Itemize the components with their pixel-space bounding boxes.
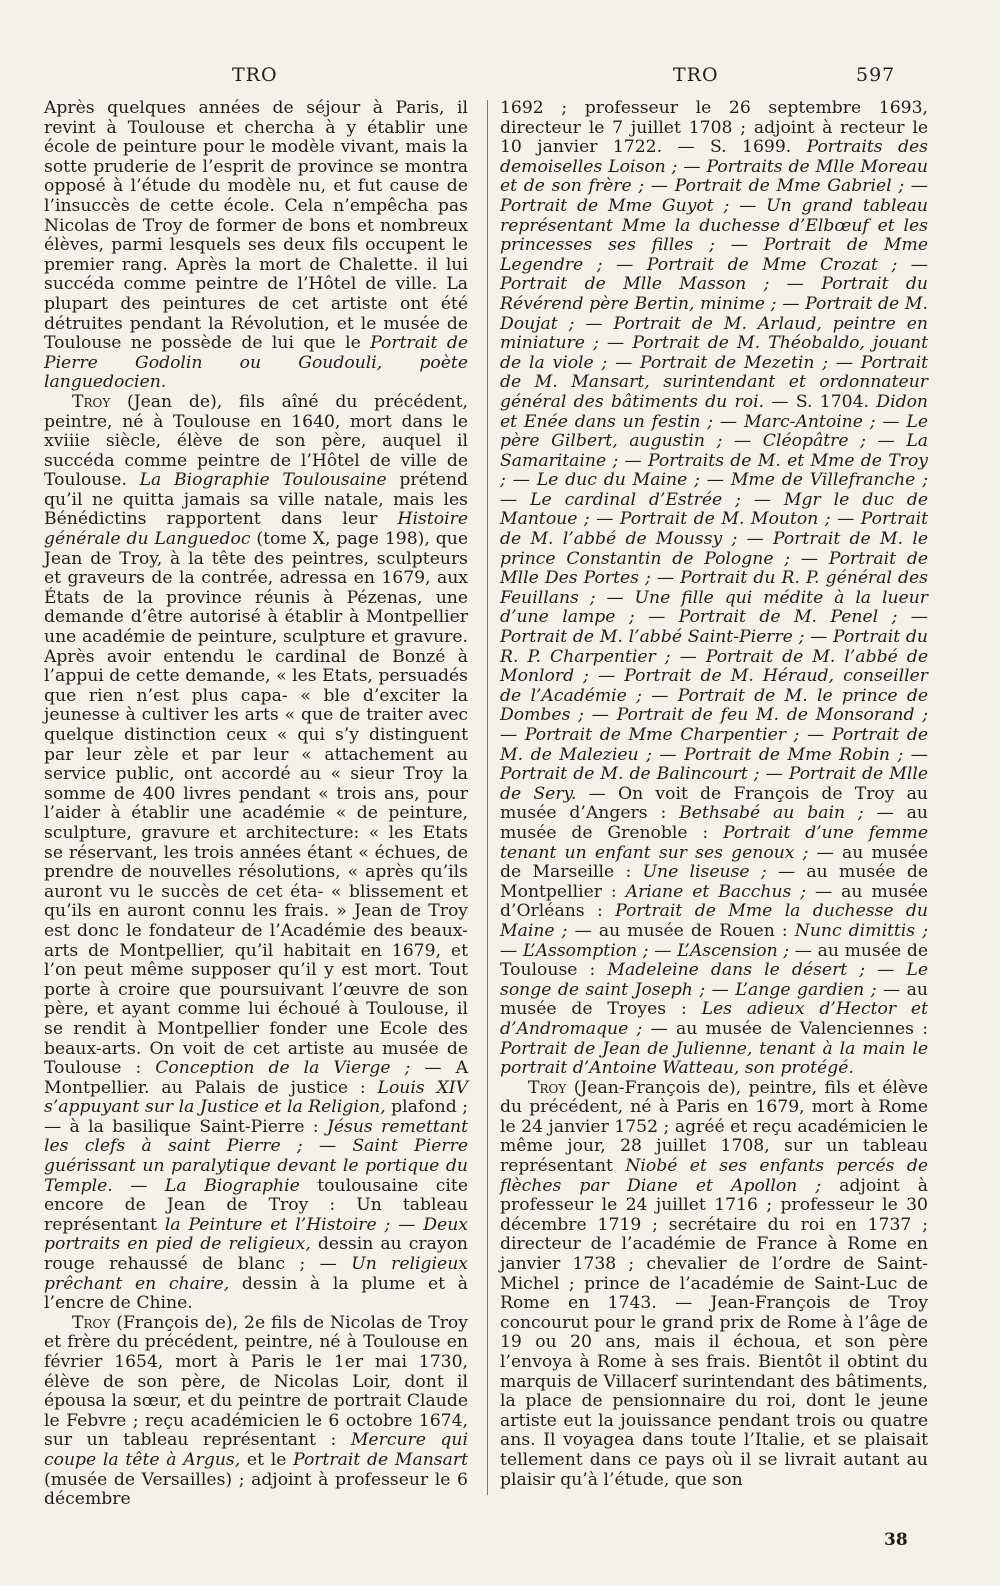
entry-name: Troy [528,1077,567,1098]
paragraph-nicolas-de-troy-continued: Après quelques années de séjour à Paris, il revint à Toulouse et chercha à y établir une école de peinture pour le modèle vivant, mais la sotte pruderie de l’esprit de province se montra opposé à l’étude du modèle nu, et fut cause de l’insuccès de cette école. Cela n’empêcha pas Nicolas de Troy de former de bons et nombreux élèves, parmi lesquels ses deux fils occupent le premier rang. Après la mort de Chalette. il lui succéda comme peintre de l’Hôtel de ville. La plupart des peintures de cet artiste ont été détruites pendant la Révolution, et le musée de Toulouse ne possède de lui que le Portrait de Pierre Godolin ou Goudouli, poète languedocien. [44,98,468,393]
entry-name: Troy [72,391,111,412]
paragraph-jean-francois-de-troy: Troy (Jean-François de), peintre, fils et élève du précédent, né à Paris en 1679, mort à Rome le 24 janvier 1752 ; agréé et reçu académicien le même jour, 28 juillet 1708, sur un tableau représentant Niobé et ses enfants percés de flèches par Diane et Apollon ; adjoint à professeur le 24 juillet 1716 ; professeur le 30 décembre 1719 ; secrétaire du roi en 1737 ; directeur de l’académie de France à Rome en janvier 1738 ; chevalier de l’ordre de Saint-Michel ; prince de l’académie de Saint-Luc de Rome en 1743. — Jean-François de Troy concourut pour le grand prix de Rome à l’âge de 19 ou 20 ans, mais il échoua, et son père l’envoya à Rome à ses frais. Bientôt il obtint du marquis de Villacerf surintendant des bâtiments, la place de pensionnaire du roi, dont le jeune artiste eut la jouissance pendant trois ou quatre ans. Il voyagea dans toute l’Italie, et se plaisait tellement dans ce pays où il se livrait autant au plaisir qu’à l’étude, que son [500,1077,929,1490]
left-column [44,99,468,1510]
running-head-left: TRO [232,64,278,86]
paragraph-francois-de-troy: Troy (François de), 2e fils de Nicolas de Troy et frère du précédent, peintre, né à Toulouse en février 1654, mort à Paris le 1er mai 1730, élève de son père, de Nicolas Loir, dont il épousa la sœur, et du peintre de portrait Claude le Febvre ; reçu académicien le 6 octobre 1674, sur un tableau représentant : Mercure qui coupe la tête à Argus, et le Portrait de Mansart (musée de Versailles) ; adjoint à professeur le 6 décembre [44,1312,469,1510]
paragraph-francois-de-troy-continued: 1692 ; professeur le 26 septembre 1693, directeur le 7 juillet 1708 ; adjoint à recteur le 10 janvier 1722. — S. 1699. Portraits des demoiselles Loison ; — Portraits de Mlle Moreau et de son frère ; — Portrait de Mme Gabriel ; — Portrait de Mme Guyot ; — Un grand tableau représentant Mme la duchesse d’Elbœuf et les princesses ses filles ; — Portrait de Mme Legendre ; — Portrait de Mme Crozat ; — Portrait de Mlle Masson ; — Portrait du Révérend père Bertin, minime ; — Portrait de M. Doujat ; — Portrait de M. Arlaud, peintre en miniature ; — Portrait de M. Théobaldo, jouant de la viole ; — Portrait de Mezetin ; — Portrait de M. Mansart, surintendant et ordonnateur général des bâtiments du roi. — S. 1704. Didon et Enée dans un festin ; — Marc-Antoine ; — Le père Gilbert, augustin ; — Cléopâtre ; — La Samaritaine ; — Portraits de M. et Mme de Troy ; — Le duc du Maine ; — Mme de Villefranche ; — Le cardinal d’Estrée ; — Mgr le duc de Mantoue ; — Portrait de M. Mouton ; — Portrait de M. l’abbé de Moussy ; — Portrait de M. le prince Constantin de Pologne ; — Portrait de Mlle Des Portes ; — Portrait du R. P. général des Feuillans ; — Une fille qui médite à la lueur d’une lampe ; — Portrait de M. Penel ; — Portrait de M. l’abbé Saint-Pierre ; — Portrait du R. P. Charpentier ; — Portrait de M. l’abbé de Monlord ; — Portrait de M. Héraud, conseiller de l’Académie ; — Portrait de M. le prince de Dombes ; — Portrait de feu M. de Monsorand ; — Portrait de Mme Charpentier ; — Portrait de M. de Malezieu ; — Portrait de Mme Robin ; — Portrait de M. de Balincourt ; — Portrait de Mlle de Sery. — On voit de François de Troy au musée d’Angers : Bethsabé au bain ; — au musée de Grenoble : Portrait d’une femme tenant un enfant sur ses genoux ; — au musée de Marseille : Une liseuse ; — au musée de Montpellier : Ariane et Bacchus ; — au musée d’Orléans : Portrait de Mme la duchesse du Maine ; — au musée de Rouen : Nunc dimittis ; — L’Assomption ; — L’Ascension ; — au musée de Toulouse : Madeleine dans le désert ; — Le songe de saint Joseph ; — L’ange gardien ; — au musée de Troyes : Les adieux d’Hector et d’Andromaque ; — au musée de Valenciennes : Portrait de Jean de Julienne, tenant à la main le portrait d’Antoine Watteau, son protégé. [500,98,929,1079]
signature-mark: 38 [884,1530,908,1550]
entry-name: Troy [72,1312,111,1333]
column-divider [487,100,488,1495]
page-number: 597 [856,64,896,86]
right-column [500,99,928,1490]
paragraph-jean-de-troy: Troy (Jean de), fils aîné du précédent, peintre, né à Toulouse en 1640, mort dans le xviiie siècle, élève de son père, auquel il succéda comme peintre de l’Hôtel de ville de Toulouse. La Biographie Toulousaine prétend qu’il ne quitta jamais sa ville natale, mais les Bénédictins rapportent dans leur Histoire générale du Languedoc (tome X, page 198), que Jean de Troy, à la tête des peintres, sculpteurs et graveurs de la contrée, adressa en 1679, aux États de la province réunis à Pézenas, une demande d’être autorisé à établir à Montpellier une académie de peinture, sculpture et gravure. Après avoir entendu le cardinal de Bonzé à l’appui de cette demande, « les Etats, persuadés que rien n’est plus capa- « ble d’exciter la jeunesse à cultiver les arts « que de traiter avec quelque distinction ceux « qui s’y distinguent par leur zèle et par leur « attachement au service public, ont accordé au « sieur Troy la somme de 400 livres pendant « trois ans, pour l’aider à établir une académie « de peinture, sculpture, gravure et architecture: « les Etats se réservant, les trois années étant « échues, de prendre de nouvelles résolutions, « après qu’ils auront vu le succès de cet éta- « blissement et qu’ils en auront connu les frais. » Jean de Troy est donc le fondateur de l’Académie des beaux-arts de Montpellier, qu’il habitait en 1679, et l’on peut même supposer qu’il y est mort. Tout porte à croire que poursuivant l’œuvre de son père, et ayant comme lui échoué à Toulouse, il se rendit à Montpellier fonder une Ecole des beaux-arts. On voit de cet artiste au musée de Toulouse : Conception de la Vierge ; — A Montpellier. au Palais de justice : Louis XIV s’appuyant sur la Justice et la Religion, plafond ; — à la basilique Saint-Pierre : Jésus remettant les clefs à saint Pierre ; — Saint Pierre guérissant un paralytique devant le portique du Temple. — La Biographie toulousaine cite encore de Jean de Troy : Un tableau représentant la Peinture et l’Histoire ; — Deux portraits en pied de religieux, dessin au crayon rouge rehaussé de blanc ; — Un religieux prêchant en chaire, dessin à la plume et à l’encre de Chine. [44,391,468,1314]
running-head-right: TRO [673,64,719,86]
